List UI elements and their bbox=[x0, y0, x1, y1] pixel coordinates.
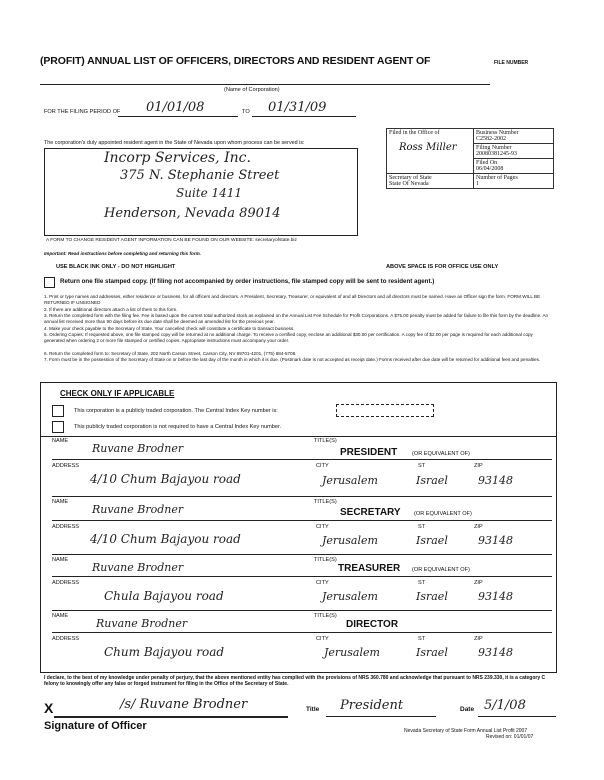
signature-underline bbox=[54, 716, 288, 718]
officer-city: Jerusalem bbox=[322, 534, 378, 547]
name-label: NAME bbox=[52, 613, 69, 619]
officer-name: Ruvane Brodner bbox=[92, 561, 184, 574]
business-number-label: Business Number bbox=[476, 130, 519, 136]
instruction-1: 1. Print or type names and addresses, either residence or business, for all officers and directors. A President, Secretary, Treasurer, or equivalent of and all Directors and all directors must be named. Have an Officer sign the form. FORM WILL BE RETURNED IF UNSIGNED bbox=[44, 294, 541, 305]
zip-label: ZIP bbox=[474, 524, 483, 530]
st-label: ST bbox=[418, 524, 426, 530]
date-underline bbox=[478, 716, 556, 717]
officer-zip: 93148 bbox=[478, 474, 513, 487]
pages-value: 1 bbox=[476, 181, 479, 187]
name-underline bbox=[52, 459, 552, 460]
signature-value: /s/ Ruvane Brodner bbox=[120, 697, 248, 712]
filed-stamp-table bbox=[386, 128, 554, 189]
important-note: Important: Read instructions before completing and returning this form. bbox=[44, 251, 201, 256]
pages-label: Number of Pages bbox=[476, 175, 518, 181]
officer-title: DIRECTOR bbox=[346, 619, 399, 630]
period-from-value: 01/01/08 bbox=[146, 100, 205, 115]
officer-state: Israel bbox=[416, 474, 448, 487]
secretary-of-state-label: Secretary of State bbox=[389, 175, 432, 181]
declaration-text: I declare, to the best of my knowledge under penalty of perjury, that the above mentioned entity has complied with the provisions of NRS 360.780 and acknowledge that pursuant to NRS 239.330, it is a category C felony to knowingly offer any false or forged instrument for filing in the Office of the Secretary of State. bbox=[44, 675, 546, 688]
officer-address: 4/10 Chum Bajayou road bbox=[90, 472, 241, 486]
agent-line-3: Suite 1411 bbox=[176, 186, 243, 200]
check-heading: CHECK ONLY IF APPLICABLE bbox=[60, 389, 175, 398]
business-number-value: C2582-2002 bbox=[476, 136, 506, 142]
signer-title-value: President bbox=[340, 698, 404, 713]
black-ink-note: USE BLACK INK ONLY - DO NOT HIGHLIGHT bbox=[56, 264, 176, 270]
agent-line-4: Henderson, Nevada 89014 bbox=[104, 206, 281, 221]
officer-address: Chum Bajayou road bbox=[104, 645, 225, 659]
date-value: 5/1/08 bbox=[484, 698, 526, 713]
signature-label: Signature of Officer bbox=[44, 720, 147, 732]
address-label: ADDRESS bbox=[52, 580, 80, 586]
titles-label: TITLE(S) bbox=[314, 557, 337, 563]
name-underline bbox=[52, 520, 552, 521]
period-to-value: 01/31/09 bbox=[268, 100, 327, 115]
st-label: ST bbox=[418, 580, 426, 586]
title-underline bbox=[326, 716, 436, 717]
return-stamped-copy-text: Return one file stamped copy. (If filing not accompanied by order instructions, file stamped copy will be sent to resident agent.) bbox=[60, 278, 435, 285]
instruction-3: 3. Return the completed form with the filing fee. Fee is based upon the current total authorized stock as explained on the Annual List Fee Schedule for Profit Corporations. A $75.00 penalty must be added for failure to file this form by the deadline. An annual list received more than 90 days before its due date shall be deemed an amended list for the previous year. bbox=[44, 313, 549, 324]
zip-label: ZIP bbox=[474, 580, 483, 586]
st-label: ST bbox=[418, 636, 426, 642]
officer-zip: 93148 bbox=[478, 590, 513, 603]
officer-city: Jerusalem bbox=[324, 646, 380, 659]
officer-name: Ruvane Brodner bbox=[92, 442, 184, 455]
officer-state: Israel bbox=[416, 534, 448, 547]
titles-label: TITLE(S) bbox=[314, 613, 337, 619]
filed-on-value: 06/04/2008 bbox=[476, 166, 504, 172]
no-cik-checkbox[interactable] bbox=[52, 421, 64, 433]
officer-city: Jerusalem bbox=[322, 590, 378, 603]
officer-address: 4/10 Chum Bajayou road bbox=[90, 532, 241, 546]
name-label: NAME bbox=[52, 557, 69, 563]
date-label: Date bbox=[460, 706, 475, 713]
name-underline bbox=[52, 632, 552, 633]
footer-revised: Revised on: 01/01/07 bbox=[486, 734, 534, 740]
instruction-6: 6. Return the completed form to: Secretary of State, 202 North Carson Street, Carson City, NV 89701-4201, (775) 684-5708. bbox=[44, 351, 297, 356]
name-of-corporation-label: (Name of Corporation) bbox=[224, 87, 280, 93]
address-label: ADDRESS bbox=[52, 636, 80, 642]
titles-label: TITLE(S) bbox=[314, 438, 337, 444]
st-label: ST bbox=[418, 463, 426, 469]
publicly-traded-checkbox[interactable] bbox=[52, 405, 64, 417]
officer-name: Ruvane Brodner bbox=[96, 617, 188, 630]
office-use-note: ABOVE SPACE IS FOR OFFICE USE ONLY bbox=[386, 264, 499, 270]
titles-label: TITLE(S) bbox=[314, 499, 337, 505]
form-title: (PROFIT) ANNUAL LIST OF OFFICERS, DIRECTORS AND RESIDENT AGENT OF bbox=[40, 55, 431, 67]
address-underline bbox=[52, 554, 552, 555]
agent-form-note: A FORM TO CHANGE RESIDENT AGENT INFORMATION CAN BE FOUND ON OUR WEBSITE: secretaryofstate.biz bbox=[46, 238, 297, 243]
agent-line-1: Incorp Services, Inc. bbox=[104, 150, 251, 166]
city-label: CITY bbox=[316, 636, 329, 642]
name-label: NAME bbox=[52, 499, 69, 505]
officer-address: Chula Bajayou road bbox=[104, 589, 224, 603]
filed-in-office-label: Filed in the Office of bbox=[389, 130, 440, 136]
city-label: CITY bbox=[316, 580, 329, 586]
cik-number-box[interactable] bbox=[336, 404, 434, 417]
filed-on-label: Filed On bbox=[476, 160, 498, 166]
filing-number-value: 20080381245-93 bbox=[476, 151, 517, 157]
state-of-nevada-label: State Of Nevada bbox=[389, 181, 429, 187]
officer-state: Israel bbox=[416, 646, 448, 659]
officer-city: Jerusalem bbox=[322, 474, 378, 487]
city-label: CITY bbox=[316, 463, 329, 469]
file-number-label: FILE NUMBER bbox=[494, 60, 529, 66]
officer-zip: 93148 bbox=[478, 534, 513, 547]
zip-label: ZIP bbox=[474, 463, 483, 469]
city-label: CITY bbox=[316, 524, 329, 530]
to-label: TO bbox=[242, 109, 250, 115]
officer-title: PRESIDENT bbox=[340, 447, 398, 458]
footer-form-name: Nevada Secretary of State Form Annual List Profit 2007 bbox=[404, 728, 528, 734]
return-copy-checkbox[interactable] bbox=[44, 277, 55, 288]
corp-name-line bbox=[40, 84, 490, 85]
equivalent-label: (OR EQUIVALENT OF) bbox=[412, 567, 470, 573]
no-cik-text: This publicly traded corporation is not required to have a Central Index Key number. bbox=[74, 424, 282, 430]
officer-state: Israel bbox=[416, 590, 448, 603]
title-label: Title bbox=[306, 706, 320, 713]
publicly-traded-text: This corporation is a publicly traded corporation. The Central Index Key number is: bbox=[74, 408, 278, 414]
agent-intro: The corporation's duly appointed resident agent in the State of Nevada upon whom process can be served is: bbox=[44, 140, 305, 146]
address-underline bbox=[52, 496, 552, 497]
name-label: NAME bbox=[52, 438, 69, 444]
officer-zip: 93148 bbox=[478, 646, 513, 659]
secretary-signature: Ross Miller bbox=[399, 142, 457, 153]
officer-name: Ruvane Brodner bbox=[92, 503, 184, 516]
name-underline bbox=[52, 576, 552, 577]
address-label: ADDRESS bbox=[52, 524, 80, 530]
instruction-5: 5. Ordering Copies: If requested above, one file stamped copy will be returned at no additional charge. To receive a certified copy, enclose an additional $30.00 per certification. A copy fee of $2.00 per page is required for each additional copy generated when ordering 2 or more file stamped or certified copies. Appropriate instructions must accompany your order. bbox=[44, 332, 533, 343]
officer-title: TREASURER bbox=[338, 563, 401, 574]
instruction-2: 2. If there are additional directors attach a list of them to this form. bbox=[44, 307, 178, 312]
zip-label: ZIP bbox=[474, 636, 483, 642]
officer-title: SECRETARY bbox=[340, 507, 401, 518]
period-from-line bbox=[118, 116, 238, 117]
instruction-7: 7. Form must be in the possession of the Secretary of State on or before the last day of the month in which it is due. (Postmark date is not accepted as receipt date.) Forms received after due date will be returned for additional fees and penalties. bbox=[44, 357, 541, 362]
address-label: ADDRESS bbox=[52, 463, 80, 469]
signature-x-mark: X bbox=[44, 700, 54, 716]
filing-number-label: Filing Number bbox=[476, 145, 512, 151]
agent-line-2: 375 N. Stephanie Street bbox=[120, 168, 280, 183]
period-to-line bbox=[252, 116, 356, 117]
address-underline bbox=[52, 610, 552, 611]
equivalent-label: (OR EQUIVALENT OF) bbox=[412, 451, 470, 457]
equivalent-label: (OR EQUIVALENT OF) bbox=[414, 511, 472, 517]
check-divider bbox=[40, 436, 556, 437]
filing-period-label: FOR THE FILING PERIOD OF bbox=[44, 109, 121, 115]
instruction-4: 4. Make your check payable to the Secretary of State. Your cancelled check will constitute a certificate to transact business. bbox=[44, 326, 295, 331]
